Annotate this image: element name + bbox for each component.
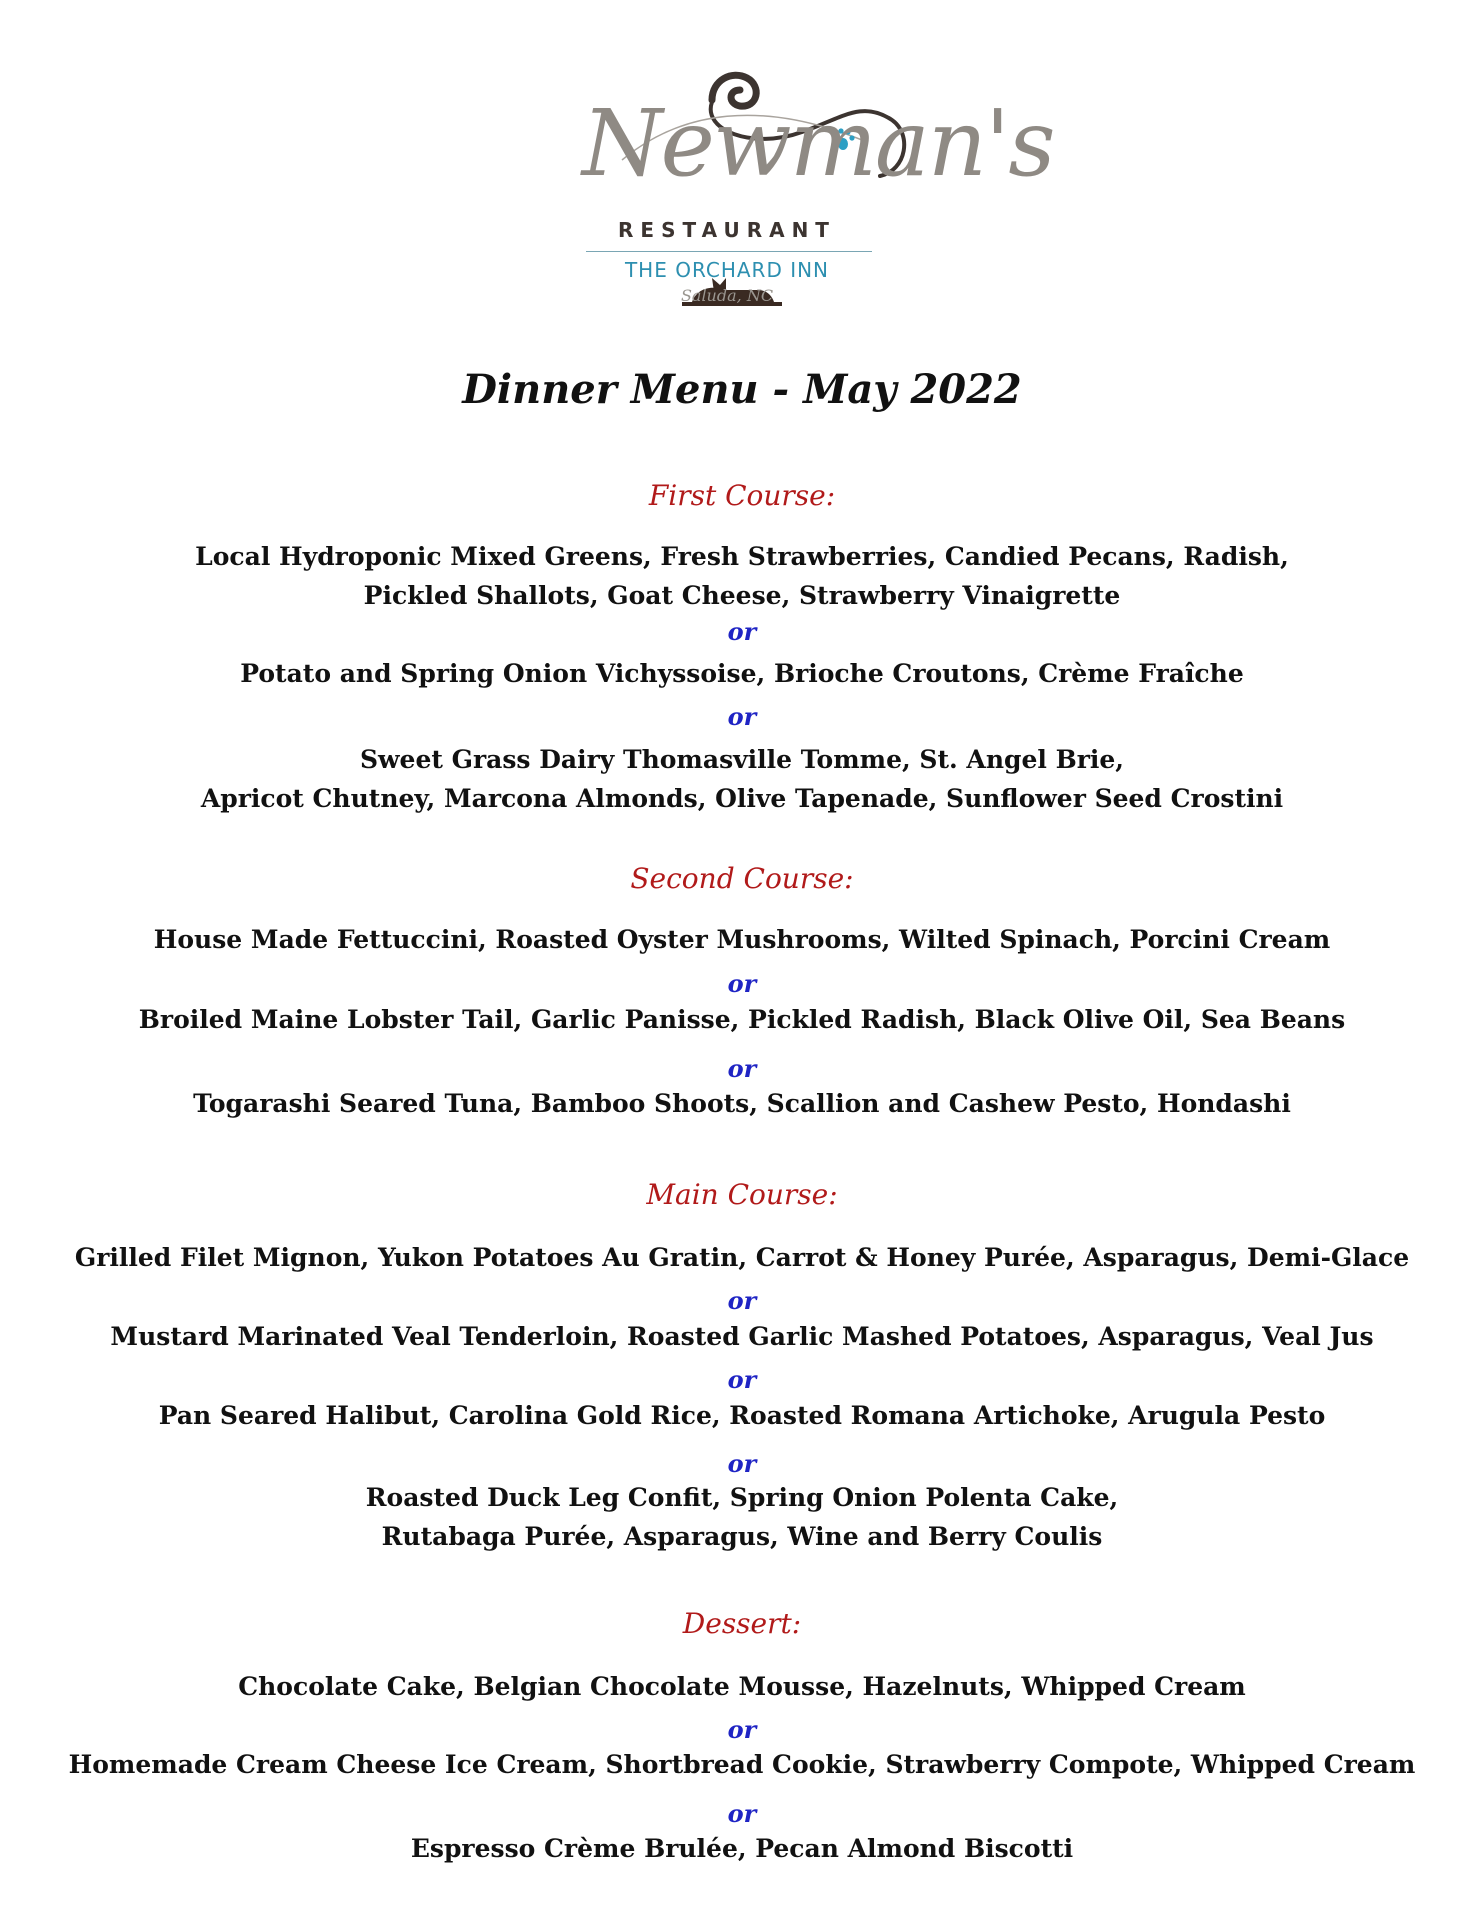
logo-divider <box>586 251 872 252</box>
restaurant-logo <box>562 40 1054 320</box>
menu-item: Pan Seared Halibut, Carolina Gold Rice, Roasted Romana Artichoke, Arugula Pesto <box>158 1401 1326 1430</box>
logo-script-name: Newman's <box>582 90 1054 197</box>
menu-title: Dinner Menu - May 2022 <box>462 366 1022 413</box>
menu-item: Mustard Marinated Veal Tenderloin, Roasted Garlic Mashed Potatoes, Asparagus, Veal Jus <box>110 1322 1374 1351</box>
menu-item: Roasted Duck Leg Confit, Spring Onion Polenta Cake, Rutabaga Purée, Asparagus, Wine and Berry Coulis <box>365 1483 1119 1551</box>
menu-item: Grilled Filet Mignon, Yukon Potatoes Au Gratin, Carrot & Honey Purée, Asparagus, Demi-Glace <box>74 1243 1410 1272</box>
or-separator: or <box>727 1449 757 1478</box>
menu-item: Broiled Maine Lobster Tail, Garlic Panisse, Pickled Radish, Black Olive Oil, Sea Beans <box>138 1005 1346 1034</box>
menu-item: Togarashi Seared Tuna, Bamboo Shoots, Scallion and Cashew Pesto, Hondashi <box>193 1089 1291 1118</box>
menu-item: Local Hydroponic Mixed Greens, Fresh Strawberries, Candied Pecans, Radish, Pickled Shallots, Goat Cheese, Strawberry Vinaigrette <box>195 542 1289 610</box>
menu-item: Homemade Cream Cheese Ice Cream, Shortbread Cookie, Strawberry Compote, Whipped Cream <box>68 1750 1416 1779</box>
logo-restaurant-text: RESTAURANT <box>618 218 836 242</box>
course-heading-main: Main Course: <box>646 1178 838 1211</box>
or-separator: or <box>727 1715 757 1744</box>
or-separator: or <box>727 1286 757 1315</box>
or-separator: or <box>727 1799 757 1828</box>
logo-location-text: Saluda, NC <box>680 286 774 305</box>
or-separator: or <box>727 617 757 646</box>
or-separator: or <box>727 969 757 998</box>
menu-item: Sweet Grass Dairy Thomasville Tomme, St. Angel Brie, Apricot Chutney, Marcona Almonds, Olive Tapenade, Sunflower Seed Crostini <box>200 745 1284 813</box>
or-separator: or <box>727 1365 757 1394</box>
course-heading-second: Second Course: <box>630 862 854 895</box>
or-separator: or <box>727 1054 757 1083</box>
course-heading-dessert: Dessert: <box>682 1607 802 1640</box>
menu-item: Potato and Spring Onion Vichyssoise, Brioche Croutons, Crème Fraîche <box>240 659 1244 688</box>
menu-item: Espresso Crème Brulée, Pecan Almond Biscotti <box>410 1834 1074 1863</box>
menu-item: Chocolate Cake, Belgian Chocolate Mousse, Hazelnuts, Whipped Cream <box>238 1672 1246 1701</box>
or-separator: or <box>727 702 757 731</box>
logo-inn-text: THE ORCHARD INN <box>624 258 830 282</box>
menu-item: House Made Fettuccini, Roasted Oyster Mushrooms, Wilted Spinach, Porcini Cream <box>153 925 1331 954</box>
course-heading-first: First Course: <box>648 479 836 512</box>
